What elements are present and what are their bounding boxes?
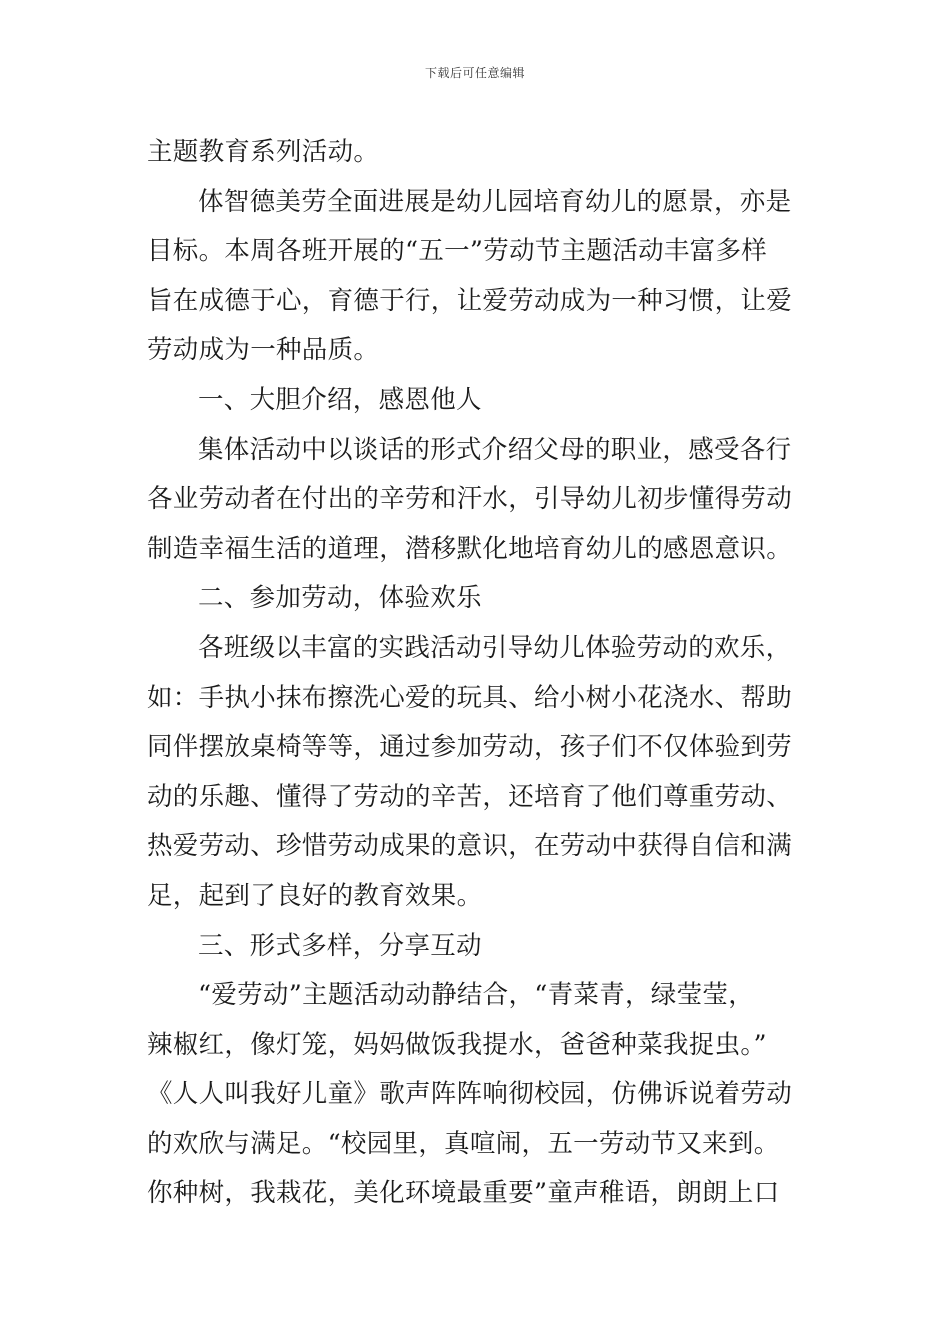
- text-line: 旨在成德于心，育德于行，让爱劳动成为一种习惯，让爱: [147, 285, 793, 316]
- text-line: 各业劳动者在付出的辛劳和汗水，引导幼儿初步懂得劳动: [147, 484, 793, 515]
- text-line: 目标。本周各班开展的“五一”劳动节主题活动丰富多样: [147, 236, 768, 267]
- text-line: 热爱劳动、珍惜劳动成果的意识，在劳动中获得自信和满: [147, 831, 793, 862]
- paragraph-start-line: 各班级以丰富的实践活动引导幼儿体验劳动的欢乐，: [198, 632, 792, 663]
- text-line: 足，起到了良好的教育效果。: [147, 880, 483, 911]
- paragraph-start-line: 体智德美劳全面进展是幼儿园培育幼儿的愿景，亦是: [198, 186, 792, 217]
- text-line: 的欢欣与满足。“校园里，真喧闹，五一劳动节又来到。: [147, 1128, 780, 1159]
- page-header: 下载后可任意编辑: [424, 66, 525, 80]
- text-line: 你种树，我栽花，美化环境最重要”童声稚语，朗朗上口: [147, 1178, 780, 1209]
- section-heading: 一、大胆介绍，感恩他人: [198, 384, 482, 415]
- text-line: 辣椒红，像灯笼，妈妈做饭我提水，爸爸种菜我捉虫。”: [147, 1029, 767, 1060]
- text-line: 主题教育系列活动。: [147, 137, 380, 167]
- text-line: 动的乐趣、懂得了劳动的辛苦，还培育了他们尊重劳动、: [147, 781, 793, 812]
- text-line: 如：手执小抹布擦洗心爱的玩具、给小树小花浇水、帮助: [147, 682, 793, 713]
- text-line: 制造幸福生活的道理，潜移默化地培育幼儿的感恩意识。: [147, 533, 793, 564]
- paragraph-start-line: “爱劳动”主题活动动静结合，“青菜青，绿莹莹，: [198, 980, 755, 1011]
- section-heading: 三、形式多样，分享互动: [198, 930, 482, 961]
- text-line: 同伴摆放桌椅等等，通过参加劳动，孩子们不仅体验到劳: [147, 732, 793, 763]
- text-line: 劳动成为一种品质。: [147, 335, 380, 366]
- section-heading: 二、参加劳动，体验欢乐: [198, 583, 482, 614]
- document-body: [147, 128, 812, 1219]
- text-line: 《人人叫我好儿童》歌声阵阵响彻校园，仿佛诉说着劳动: [147, 1079, 793, 1110]
- paragraph-start-line: 集体活动中以谈话的形式介绍父母的职业，感受各行: [198, 434, 792, 465]
